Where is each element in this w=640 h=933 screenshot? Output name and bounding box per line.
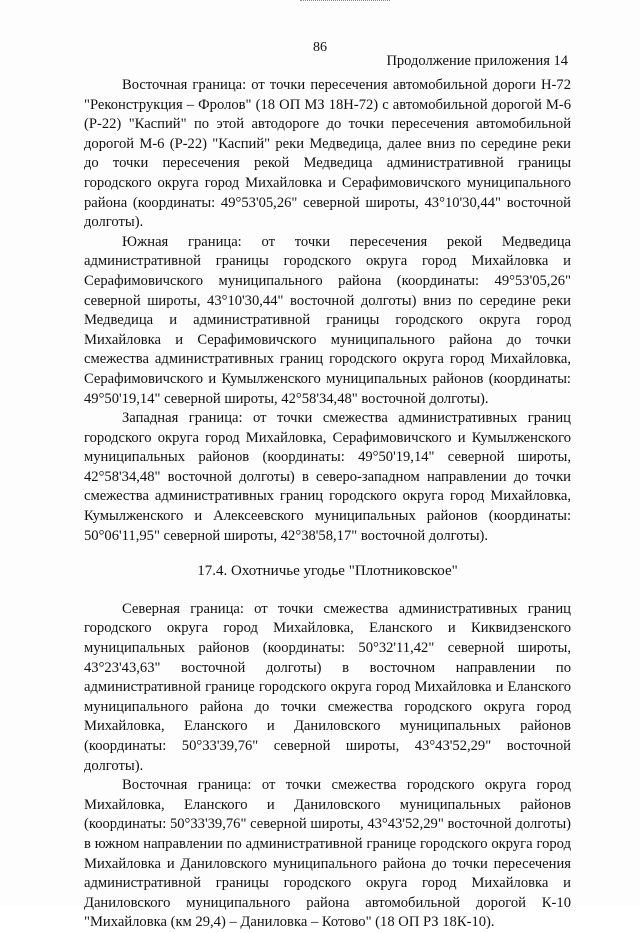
paragraph-east-border-plotnikovskoe: Восточная граница: от точки смежества городского округа город Михайловка, Еланского и Даниловского муниципальных районов (координаты: 50°33'39,76" северной широты, 43°43'52,29" восточной долготы) в южном направлении по административной границе городского округа город Михайловка и Даниловского муниципального района до точки пересечения административной границы городского округа город Михайловка и Даниловского муниципального района автомобильной дорогой К-10 "Михайловка (км 29,4) – Даниловка – Котово" (18 ОП РЗ 18К-10). (84, 777, 571, 931)
page-number: 86 (313, 40, 327, 55)
paragraph-west-border: Западная граница: от точки смежества административных границ городского округа город Михайловка, Серафимовичского и Кумылженского муниципальных районов (координаты: 49°50'19,14" северной широты, 42°58'34,48" восточной долготы) в северо-западном направлении до точки смежества административных границ городского округа город Михайловка, Кумылженского и Алексеевского муниципальных районов (координаты: 50°06'11,95" северной широты, 42°38'58,17" восточной долготы). (84, 410, 571, 544)
section-heading: 17.4. Охотничье угодье "Плотниковское" (197, 563, 458, 580)
paragraph-north-border: Северная граница: от точки смежества административных границ городского округа город Михайловка, Еланского и Киквидзенского муниципальных районов (координаты: 50°32'11,42" северной широты, 43°23'43,63" восточной долготы) в восточном направлении по административной границе городского округа город Михайловка и Еланского муниципального района до точки смежества городского округа город Михайловка, Еланского и Даниловского муниципальных районов (координаты: 50°33'39,76" северной широты, 43°43'52,29" восточной долготы). (84, 600, 571, 774)
scan-mark (300, 0, 390, 4)
paragraph-east-border: Восточная граница: от точки пересечения автомобильной дороги Н-72 "Реконструкция – Фролов" (18 ОП МЗ 18Н-72) с автомобильной дорогой М-6 (Р-22) "Каспий" по этой автодороге до точки пересечения автомобильной дорогой М-6 (Р-22) "Каспий" реки Медведица, далее вниз по середине реки до точки пересечения рекой Медведица административной границы городского округа город Михайловка и Серафимовичского муниципального района (координаты: 49°53'05,26" северной широты, 43°10'30,44" восточной долготы). (84, 77, 571, 231)
appendix-note: Продолжение приложения 14 (386, 53, 568, 69)
document-body (84, 76, 571, 933)
paragraph-south-border: Южная граница: от точки пересечения рекой Медведица административной границы городского округа город Михайловка и Серафимовичского муниципального района (координаты: 49°53'05,26" северной широты, 43°10'30,44" восточной долготы) вниз по середине реки Медведица и административной границы городского округа город Михайловка и Серафимовичского муниципального района до точки смежества административных границ городского округа город Михайловка, Серафимовичского и Кумылженского муниципальных районов (координаты: 49°50'19,14" северной широты, 42°58'34,48" восточной долготы). (84, 233, 571, 407)
